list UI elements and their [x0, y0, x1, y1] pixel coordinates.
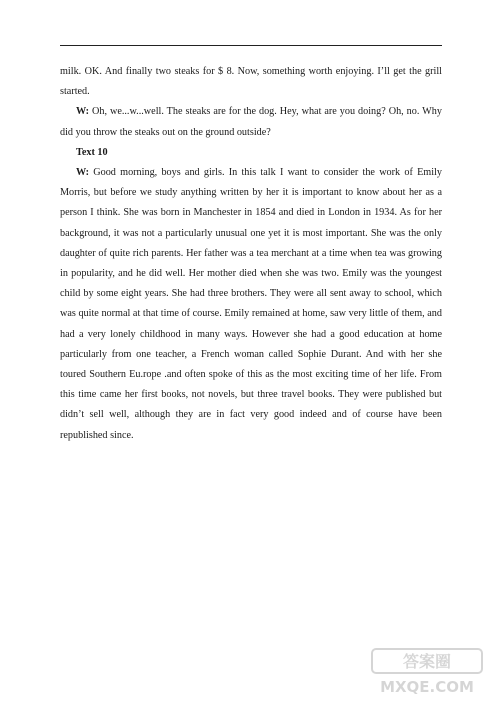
watermark-logo [368, 647, 486, 697]
speaker-label: W: [76, 167, 90, 179]
watermark-line2: MXQE.COM [380, 678, 474, 696]
watermark-icon [368, 647, 486, 697]
watermark-line1: 答案圈 [402, 652, 452, 671]
section-title: Text 10 [76, 146, 108, 158]
speaker-label: W: [76, 106, 90, 118]
paragraph-text: Oh, we...w...well. The steaks are for the dog. Hey, what are you doing? Oh, no. Why did you throw the steaks out on the ground outside? [60, 106, 442, 138]
paragraph-text: Good morning, boys and girls. In this talk I want to consider the work of Emily Morris, but before we study anything written by her it is important to know about her as a person I think. She was born in Manchester in 1854 and died in London in 1934. As for her background, it was not a particularly unusual one yet it is most important. She was the only daughter of quite rich parents. Her father was a tea merchant at a time when tea was growing in popularity, and he did well. Her mother died when she was two. Emily was the youngest child by some eight years. She had three brothers. They were all sent away to school, which was quite normal at that time of course. Emily remained at home, saw very little of them, and had a very lonely childhood in many ways. However she had a good education at home particularly from one teacher, a French woman called Sophie Durant. And with her she toured Southern Eu.rope .and often spoke of this as the most exciting time of her life. From this time came her first books, not novels, but three travel books. They were published but didn’t sell well, although they are in fact very good indeed and of course have been republished since. [60, 167, 442, 441]
paragraph-continuation: milk. OK. And finally two steaks for $ 8. Now, something worth enjoying. I’ll get the grill started. [60, 66, 442, 98]
header-rule [60, 45, 442, 46]
paragraph-woman-reply [60, 102, 442, 142]
paragraph-talk [60, 163, 442, 446]
document-body [60, 62, 442, 446]
